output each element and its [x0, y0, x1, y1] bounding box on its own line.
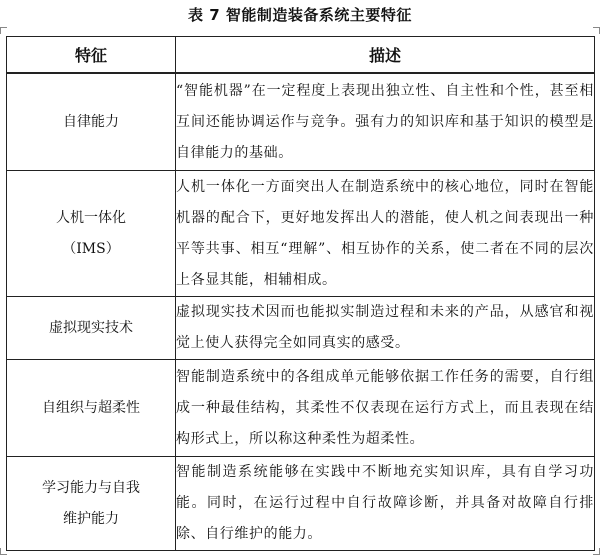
table-row	[7, 457, 595, 551]
description-cell: 虚拟现实技术因而也能拟实制造过程和未来的产品，从感官和视觉上使人获得完全如同真实的感受。	[176, 297, 595, 360]
feature-label: 学习能力与自我	[42, 479, 140, 496]
description-cell: 智能制造系统中的各组成单元能够依据工作任务的需要，自行组成一种最佳结构，其柔性不仅表现在运行方式上，而且表现在结构形式上，所以称这种柔性为超柔性。	[176, 360, 595, 457]
feature-sublabel: 维护能力	[63, 510, 119, 527]
table-caption: 表 7 智能制造装备系统主要特征	[188, 6, 412, 24]
table-row	[7, 360, 595, 457]
feature-label: 自律能力	[63, 113, 119, 130]
description-cell: 人机一体化一方面突出人在制造系统中的核心地位，同时在智能机器的配合下，更好地发挥出人的潜能，使人机之间表现出一种平等共事、相互“理解”、相互协作的关系，使二者在不同的层次上各显其能，相辅相成。	[176, 171, 595, 297]
feature-cell	[7, 457, 176, 551]
header-description: 描述	[176, 37, 595, 74]
corner-mark-top-left	[0, 27, 7, 34]
feature-cell	[7, 297, 176, 360]
feature-label: 虚拟现实技术	[49, 319, 133, 336]
feature-sublabel: （IMS）	[62, 240, 120, 257]
table-row	[7, 297, 595, 360]
feature-cell	[7, 171, 176, 297]
feature-cell	[7, 73, 176, 171]
feature-cell	[7, 360, 176, 457]
description-cell: 智能制造系统能够在实践中不断地充实知识库，具有自学习功能。同时，在运行过程中自行故障诊断，并具备对故障自行排除、自行维护的能力。	[176, 457, 595, 551]
corner-mark-top-right	[593, 27, 600, 34]
description-cell: “智能机器”在一定程度上表现出独立性、自主性和个性，甚至相互间还能协调运作与竞争。强有力的知识库和基于知识的模型是自律能力的基础。	[176, 73, 595, 171]
table-row	[7, 171, 595, 297]
feature-label: 自组织与超柔性	[42, 399, 140, 416]
feature-label: 人机一体化	[56, 209, 126, 226]
table-row	[7, 73, 595, 171]
table-header-row	[7, 37, 595, 74]
header-feature: 特征	[7, 37, 176, 74]
features-table	[6, 36, 595, 551]
